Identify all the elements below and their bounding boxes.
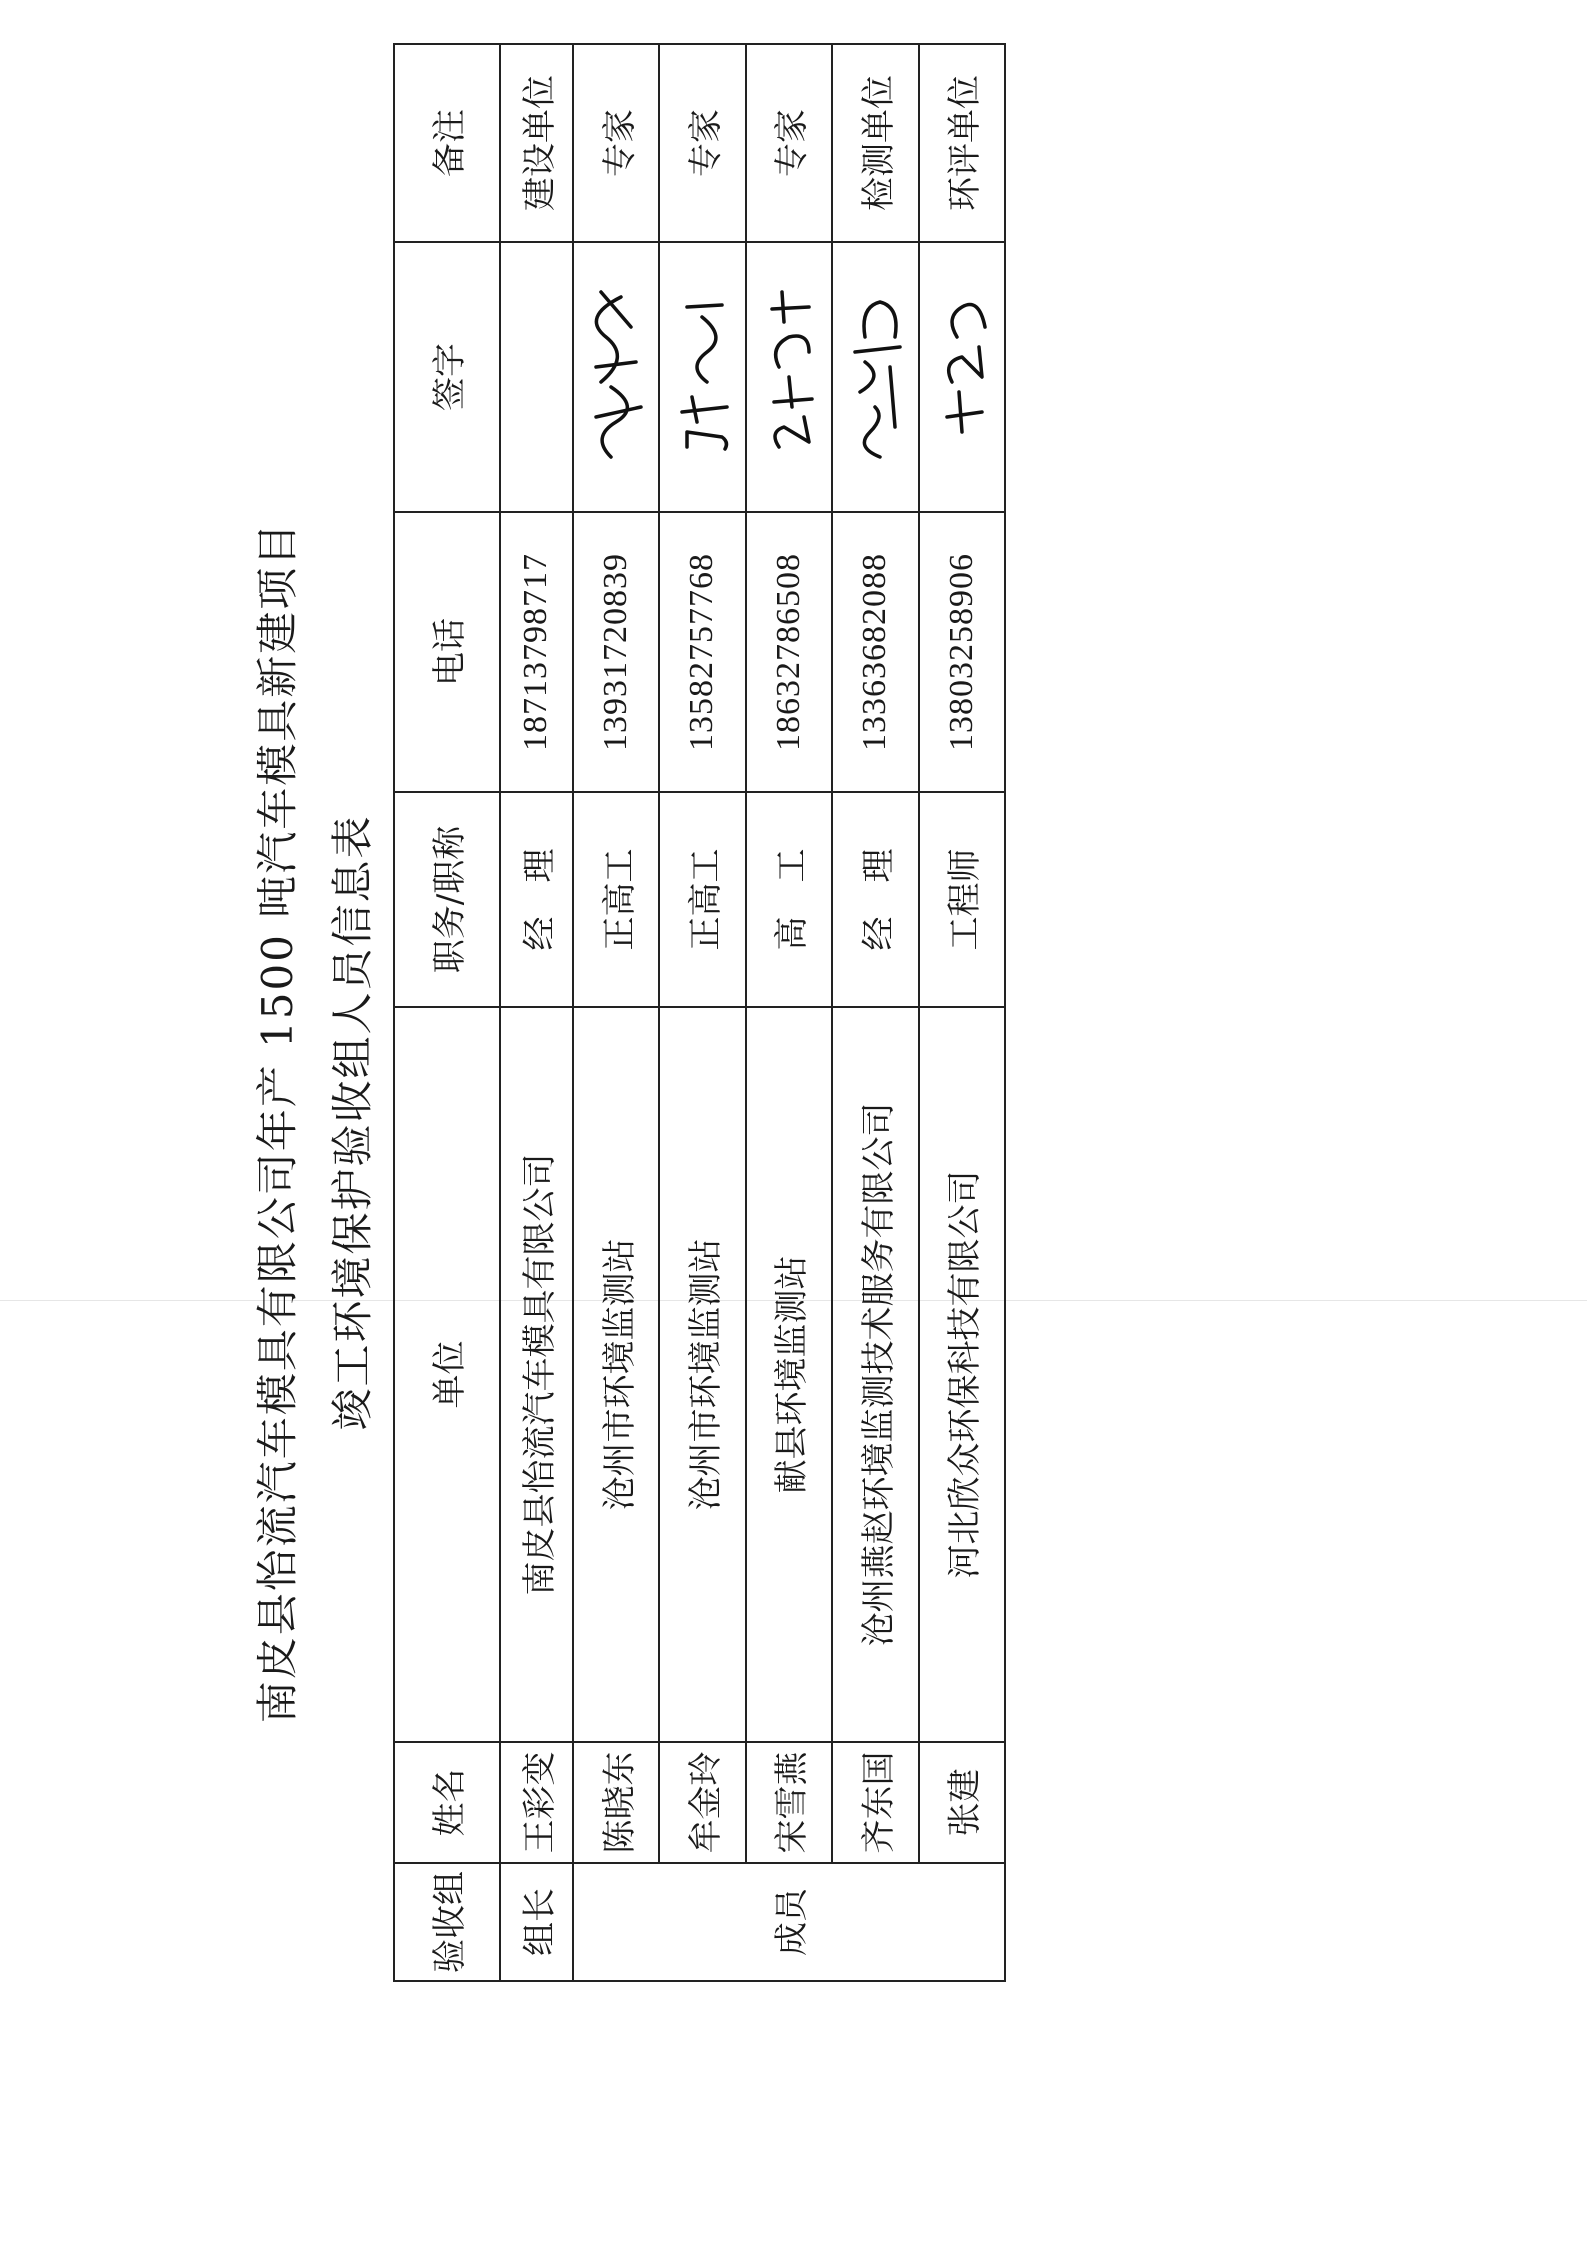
row-remark: 专家 — [746, 44, 832, 242]
row-unit: 南皮县怡流汽车模具有限公司 — [500, 1007, 573, 1742]
table-header-row — [394, 44, 500, 1981]
handwritten-signature — [754, 249, 824, 505]
row-remark: 建设单位 — [500, 44, 573, 242]
row-position: 经 理 — [500, 792, 573, 1007]
table-row — [573, 44, 659, 1981]
row-remark: 专家 — [573, 44, 659, 242]
group-leader: 组长 — [500, 1863, 573, 1981]
table-row — [832, 44, 918, 1981]
row-name: 宋雪燕 — [746, 1742, 832, 1863]
row-remark: 检测单位 — [832, 44, 918, 242]
row-signature — [573, 242, 659, 512]
row-phone: 18632786508 — [746, 512, 832, 792]
row-position: 正高工 — [573, 792, 659, 1007]
acceptance-group-table — [393, 43, 1006, 1982]
row-unit: 沧州市环境监测站 — [659, 1007, 745, 1742]
row-name: 陈晓东 — [573, 1742, 659, 1863]
row-remark: 环评单位 — [919, 44, 1005, 242]
row-name: 牟金玲 — [659, 1742, 745, 1863]
row-phone: 13803258906 — [919, 512, 1005, 792]
row-unit: 沧州燕赵环境监测技术服务有限公司 — [832, 1007, 918, 1742]
row-signature — [659, 242, 745, 512]
table-row — [919, 44, 1005, 1981]
table-row — [500, 44, 573, 1981]
row-position: 工程师 — [919, 792, 1005, 1007]
table-row — [659, 44, 745, 1981]
header-unit: 单位 — [394, 1007, 500, 1742]
table-row — [746, 44, 832, 1981]
row-signature — [746, 242, 832, 512]
header-position: 职务/职称 — [394, 792, 500, 1007]
header-remark: 备注 — [394, 44, 500, 242]
row-phone: 13363682088 — [832, 512, 918, 792]
row-unit: 河北欣众环保科技有限公司 — [919, 1007, 1005, 1742]
row-position: 正高工 — [659, 792, 745, 1007]
group-members: 成员 — [573, 1863, 1005, 1981]
row-position: 高 工 — [746, 792, 832, 1007]
handwritten-signature — [840, 249, 910, 505]
header-phone: 电话 — [394, 512, 500, 792]
row-phone: 18713798717 — [500, 512, 573, 792]
document-title: 南皮县怡流汽车模具有限公司年产 1500 吨汽车模具新建项目 — [253, 521, 302, 1724]
header-signature: 签字 — [394, 242, 500, 512]
handwritten-signature — [667, 249, 737, 505]
row-signature-empty — [500, 242, 573, 512]
row-phone: 13931720839 — [573, 512, 659, 792]
header-group: 验收组 — [394, 1863, 500, 1981]
row-position: 经 理 — [832, 792, 918, 1007]
document-subtitle: 竣工环境保护验收组人员信息表 — [328, 814, 377, 1431]
header-name: 姓名 — [394, 1742, 500, 1863]
row-name: 王彩变 — [500, 1742, 573, 1863]
row-signature — [832, 242, 918, 512]
row-unit: 献县环境监测站 — [746, 1007, 832, 1742]
row-phone: 13582757768 — [659, 512, 745, 792]
row-name: 齐东国 — [832, 1742, 918, 1863]
row-signature — [919, 242, 1005, 512]
row-unit: 沧州市环境监测站 — [573, 1007, 659, 1742]
row-remark: 专家 — [659, 44, 745, 242]
handwritten-signature — [927, 249, 997, 505]
row-name: 张建 — [919, 1742, 1005, 1863]
handwritten-signature — [581, 249, 651, 505]
